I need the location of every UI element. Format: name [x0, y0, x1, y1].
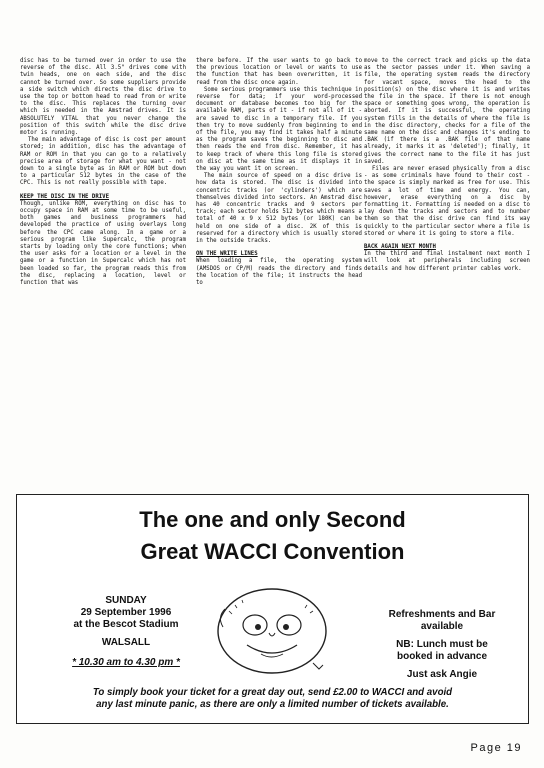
paragraph: Files are never erased physically from a disc - as some criminals have found to their cost - the space is simply marked as free for use. This saves a lot of time and energy. You can, however, erase everything on a disc by formatting it. Formatting is needed on a disc to lay down the tracks and sectors and to number them so that the disc drive can find its way quickly to the particular sector where a file is stored or where it is going to store a file. [364, 166, 530, 237]
available-line: available [420, 621, 464, 632]
convention-advert [16, 494, 529, 724]
section-heading: ON THE WRITE LINES [196, 251, 258, 258]
paragraph: there before. If the user wants to go back to the previous location or level or wants to use the function that has been overwritten, it is read from the disc once again. [196, 58, 362, 86]
refreshments-line: Refreshments and Bar [388, 609, 496, 620]
paragraph: move to the correct track and picks up the data as the sector passes under it. When saving a file, the operating system reads the directory for vacant space, moves the head to the position(s) on the disc where it is and writes the file in the space. If there is not enough space or something goes wrong, the operation is aborted. If it is successful, the operating system fills in the details of where the file is in the disc directory, checks for a file of the same name on the disc and changes it's ending to .BAK (if there is a .BAK file of that name already, it marks it as 'deleted'); finally, it gives the correct name to the file it has just saved. [364, 58, 530, 165]
advert-title-line-2: Great WACCI Convention [140, 539, 405, 564]
event-details [57, 595, 195, 669]
section-heading: BACK AGAIN NEXT MONTH [364, 244, 436, 251]
booking-line-2: any last minute panic, as there are only a limited number of tickets available. [96, 699, 449, 710]
contact-line: Just ask Angie [406, 669, 478, 680]
advert-title-line-1: The one and only Second [139, 507, 406, 532]
article-column-1 [20, 58, 186, 287]
booking-note-line: booked in advance [396, 651, 488, 662]
event-date: 29 September 1996 [80, 607, 172, 618]
event-time: * 10.30 am to 4.30 pm * [72, 657, 180, 668]
refreshment-details [363, 609, 521, 681]
booking-line-1: To simply book your ticket for a great day out, send £2.00 to WACCI and avoid [92, 687, 453, 698]
paragraph: disc has to be turned over in order to use the reverse of the disc. All 3.5" drives come with twin heads, one on each side, and the disc cannot be turned over. So some suppliers provide a side switch which directs the disc drive to use the top or bottom head to read from or write to the disc. This replaces the turning over which is needed in the Amstrad drives. It is ABSOLUTELY VITAL that you never change the position of this switch while the disc drive motor is running. [20, 58, 186, 137]
paragraph: When loading a file, the operating system (AMSDOS or CP/M) reads the directory and finds the location of the file; it instructs the head to [196, 258, 362, 287]
paragraph: Though, unlike ROM, everything on disc has to occupy space in RAM at some time to be useful, both games and business programmers had developed the practice of using overlays long before the CPC came along. In a game or a serious program like Supercalc, the program starts by loading only the core functions; when the user asks for a location or a level in the game or a function in Supercalc which has not been loaded so far, the program reads this from the disc, replacing a location, level or function that was [20, 200, 186, 287]
article-column-3 [364, 58, 530, 273]
paragraph: In the third and final instalment next month I will look at peripherals including screen details and how different printer cables work. [364, 251, 530, 272]
paragraph: The main source of speed on a disc drive is how data is stored. The disc is divided into concentric tracks (or 'cylinders') which are themselves divided into sectors. An Amstrad disc has 40 concentric tracks and 9 sectors per track; each sector holds 512 bytes which means a total of 40 x 9 x 512 bytes (or 180K) can be held on one side of a disc. 2K of this is reserved for a directory which is usually stored in the outside tracks. [196, 173, 362, 245]
section-heading: KEEP THE DISC IN THE DRIVE [20, 193, 110, 200]
cartoon-face-icon [209, 581, 335, 681]
event-town: WALSALL [101, 637, 151, 648]
lunch-note-line: NB: Lunch must be [396, 639, 488, 650]
paragraph: Some serious programmers use this technique in reverse for data; if your word-processed document or database becomes too big for the available RAM, parts of it - if not all of it - are saved to disc in a temporary file. If you then try to move suddenly from beginning to end of the file, you may find it takes half a minute as the program saves the beginning to disc and then reads the end from disc. Remember, it has to keep track of where this long file is stored on disc at the same time as it displays it in the way you want it on screen. [196, 86, 362, 173]
event-day: SUNDAY [105, 595, 147, 606]
paragraph: The main advantage of disc is cost per amount stored; in addition, disc has the advantage of RAM or ROM in that you can go to a relatively precise area of storage for what you want - not down to a single byte as in RAM or ROM but down to a particular 512 bytes in the case of the CPC. This is not really possible with tape. [20, 137, 186, 187]
article-column-2 [196, 58, 362, 287]
booking-instructions [29, 687, 516, 711]
page-number: Page 19 [470, 742, 522, 754]
event-venue: at the Bescot Stadium [73, 619, 179, 630]
